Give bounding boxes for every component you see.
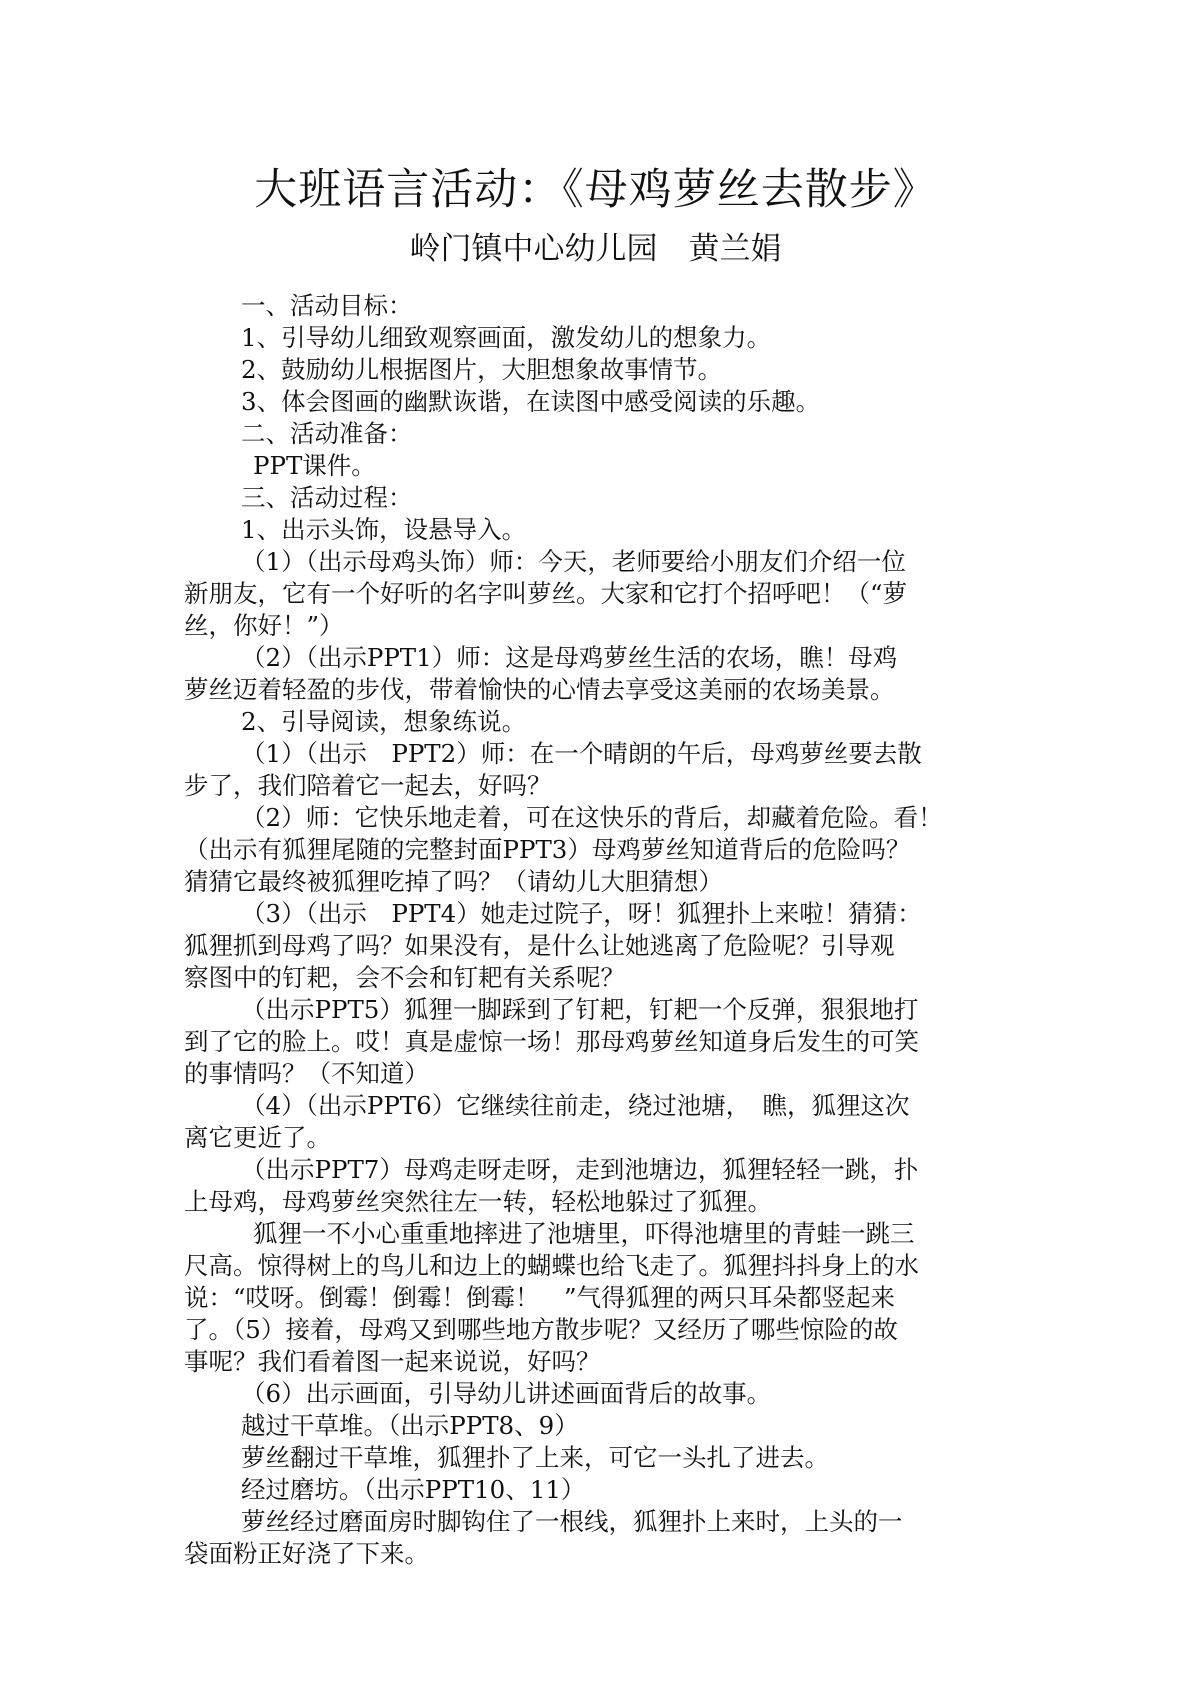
text-line: 袋面粉正好浇了下来。 (184, 1539, 429, 1568)
text-line: 离它更近了。 (184, 1123, 331, 1152)
text-line: （出示PPT7）母鸡走呀走呀，走到池塘边，狐狸轻轻一跳，扑 (241, 1155, 919, 1184)
document-subtitle: 岭门镇中心幼儿园 黄兰娟 (409, 231, 782, 267)
text-line: 1、引导幼儿细致观察画面，激发幼儿的想象力。 (241, 323, 772, 352)
text-line: 了。（5）接着，母鸡又到哪些地方散步呢？又经历了哪些惊险的故 (184, 1315, 898, 1344)
text-line: 经过磨坊。（出示PPT10、11） (241, 1475, 586, 1504)
text-line: 尺高。惊得树上的鸟儿和边上的蝴蝶也给飞走了。狐狸抖抖身上的水 (184, 1251, 919, 1280)
text-line: 新朋友，它有一个好听的名字叫萝丝。大家和它打个招呼吧！（“萝 (184, 579, 908, 608)
text-line: 狐狸一不小心重重地摔进了池塘里，吓得池塘里的青蛙一跳三 (253, 1219, 915, 1248)
text-line: （1）（出示 PPT2）师：在一个晴朗的午后，母鸡萝丝要去散 (241, 739, 922, 768)
text-line: （4）（出示PPT6）它继续往前走，绕过池塘， 瞧，狐狸这次 (241, 1091, 910, 1120)
text-line: 越过干草堆。（出示PPT8、9） (241, 1411, 579, 1440)
text-line: 说：“哎呀。倒霉！倒霉！倒霉！ ”气得狐狸的两只耳朵都竖起来 (184, 1283, 896, 1312)
text-line: 的事情吗？（不知道） (184, 1059, 429, 1088)
text-line: 萝丝翻过干草堆，狐狸扑了上来，可它一头扎了进去。 (241, 1443, 829, 1472)
text-line: 察图中的钉耙，会不会和钉耙有关系呢？ (184, 963, 625, 992)
text-line: （1）（出示母鸡头饰）师：今天，老师要给小朋友们介绍一位 (241, 547, 906, 576)
text-line: 1、出示头饰，设悬导入。 (241, 515, 527, 544)
text-line: 2、鼓励幼儿根据图片，大胆想象故事情节。 (241, 355, 723, 384)
text-line: （出示PPT5）狐狸一脚踩到了钉耙，钉耙一个反弹，狠狠地打 (241, 995, 919, 1024)
text-line: 步了，我们陪着它一起去，好吗？ (184, 771, 552, 800)
text-line: （2）师：它快乐地走着，可在这快乐的背后，却藏着危险。看！ (241, 803, 943, 832)
text-line: 上母鸡，母鸡萝丝突然往左一转，轻松地躲过了狐狸。 (184, 1187, 772, 1216)
text-line: （出示有狐狸尾随的完整封面PPT3）母鸡萝丝知道背后的危险吗？ (184, 835, 911, 864)
text-line: 丝，你好！”） (184, 611, 344, 640)
text-line: 3、体会图画的幽默诙谐，在读图中感受阅读的乐趣。 (241, 387, 821, 416)
text-line: （3）（出示 PPT4）她走过院子，呀！狐狸扑上来啦！猜猜： (241, 899, 922, 928)
text-line: 猜猜它最终被狐狸吃掉了吗？（请幼儿大胆猜想） (184, 867, 723, 896)
text-line: 一、活动目标： (241, 291, 413, 320)
text-line: 萝丝经过磨面房时脚钩住了一根线，狐狸扑上来时，上头的一 (241, 1507, 903, 1536)
text-line: 事呢？我们看着图一起来说说，好吗？ (184, 1347, 601, 1376)
text-line: 三、活动过程： (241, 483, 413, 512)
document-title: 大班语言活动：《母鸡萝丝去散步》 (254, 165, 937, 215)
text-line: 2、引导阅读，想象练说。 (241, 707, 527, 736)
text-line: 狐狸抓到母鸡了吗？如果没有，是什么让她逃离了危险呢？引导观 (184, 931, 895, 960)
text-line: 到了它的脸上。哎！真是虚惊一场！那母鸡萝丝知道身后发生的可笑 (184, 1027, 919, 1056)
text-line: （6）出示画面，引导幼儿讲述画面背后的故事。 (241, 1379, 772, 1408)
text-line: （2）（出示PPT1）师：这是母鸡萝丝生活的农场，瞧！母鸡 (241, 643, 898, 672)
text-line: 二、活动准备： (241, 419, 413, 448)
text-line: PPT课件。 (253, 451, 376, 480)
text-line: 萝丝迈着轻盈的步伐，带着愉快的心情去享受这美丽的农场美景。 (184, 675, 895, 704)
